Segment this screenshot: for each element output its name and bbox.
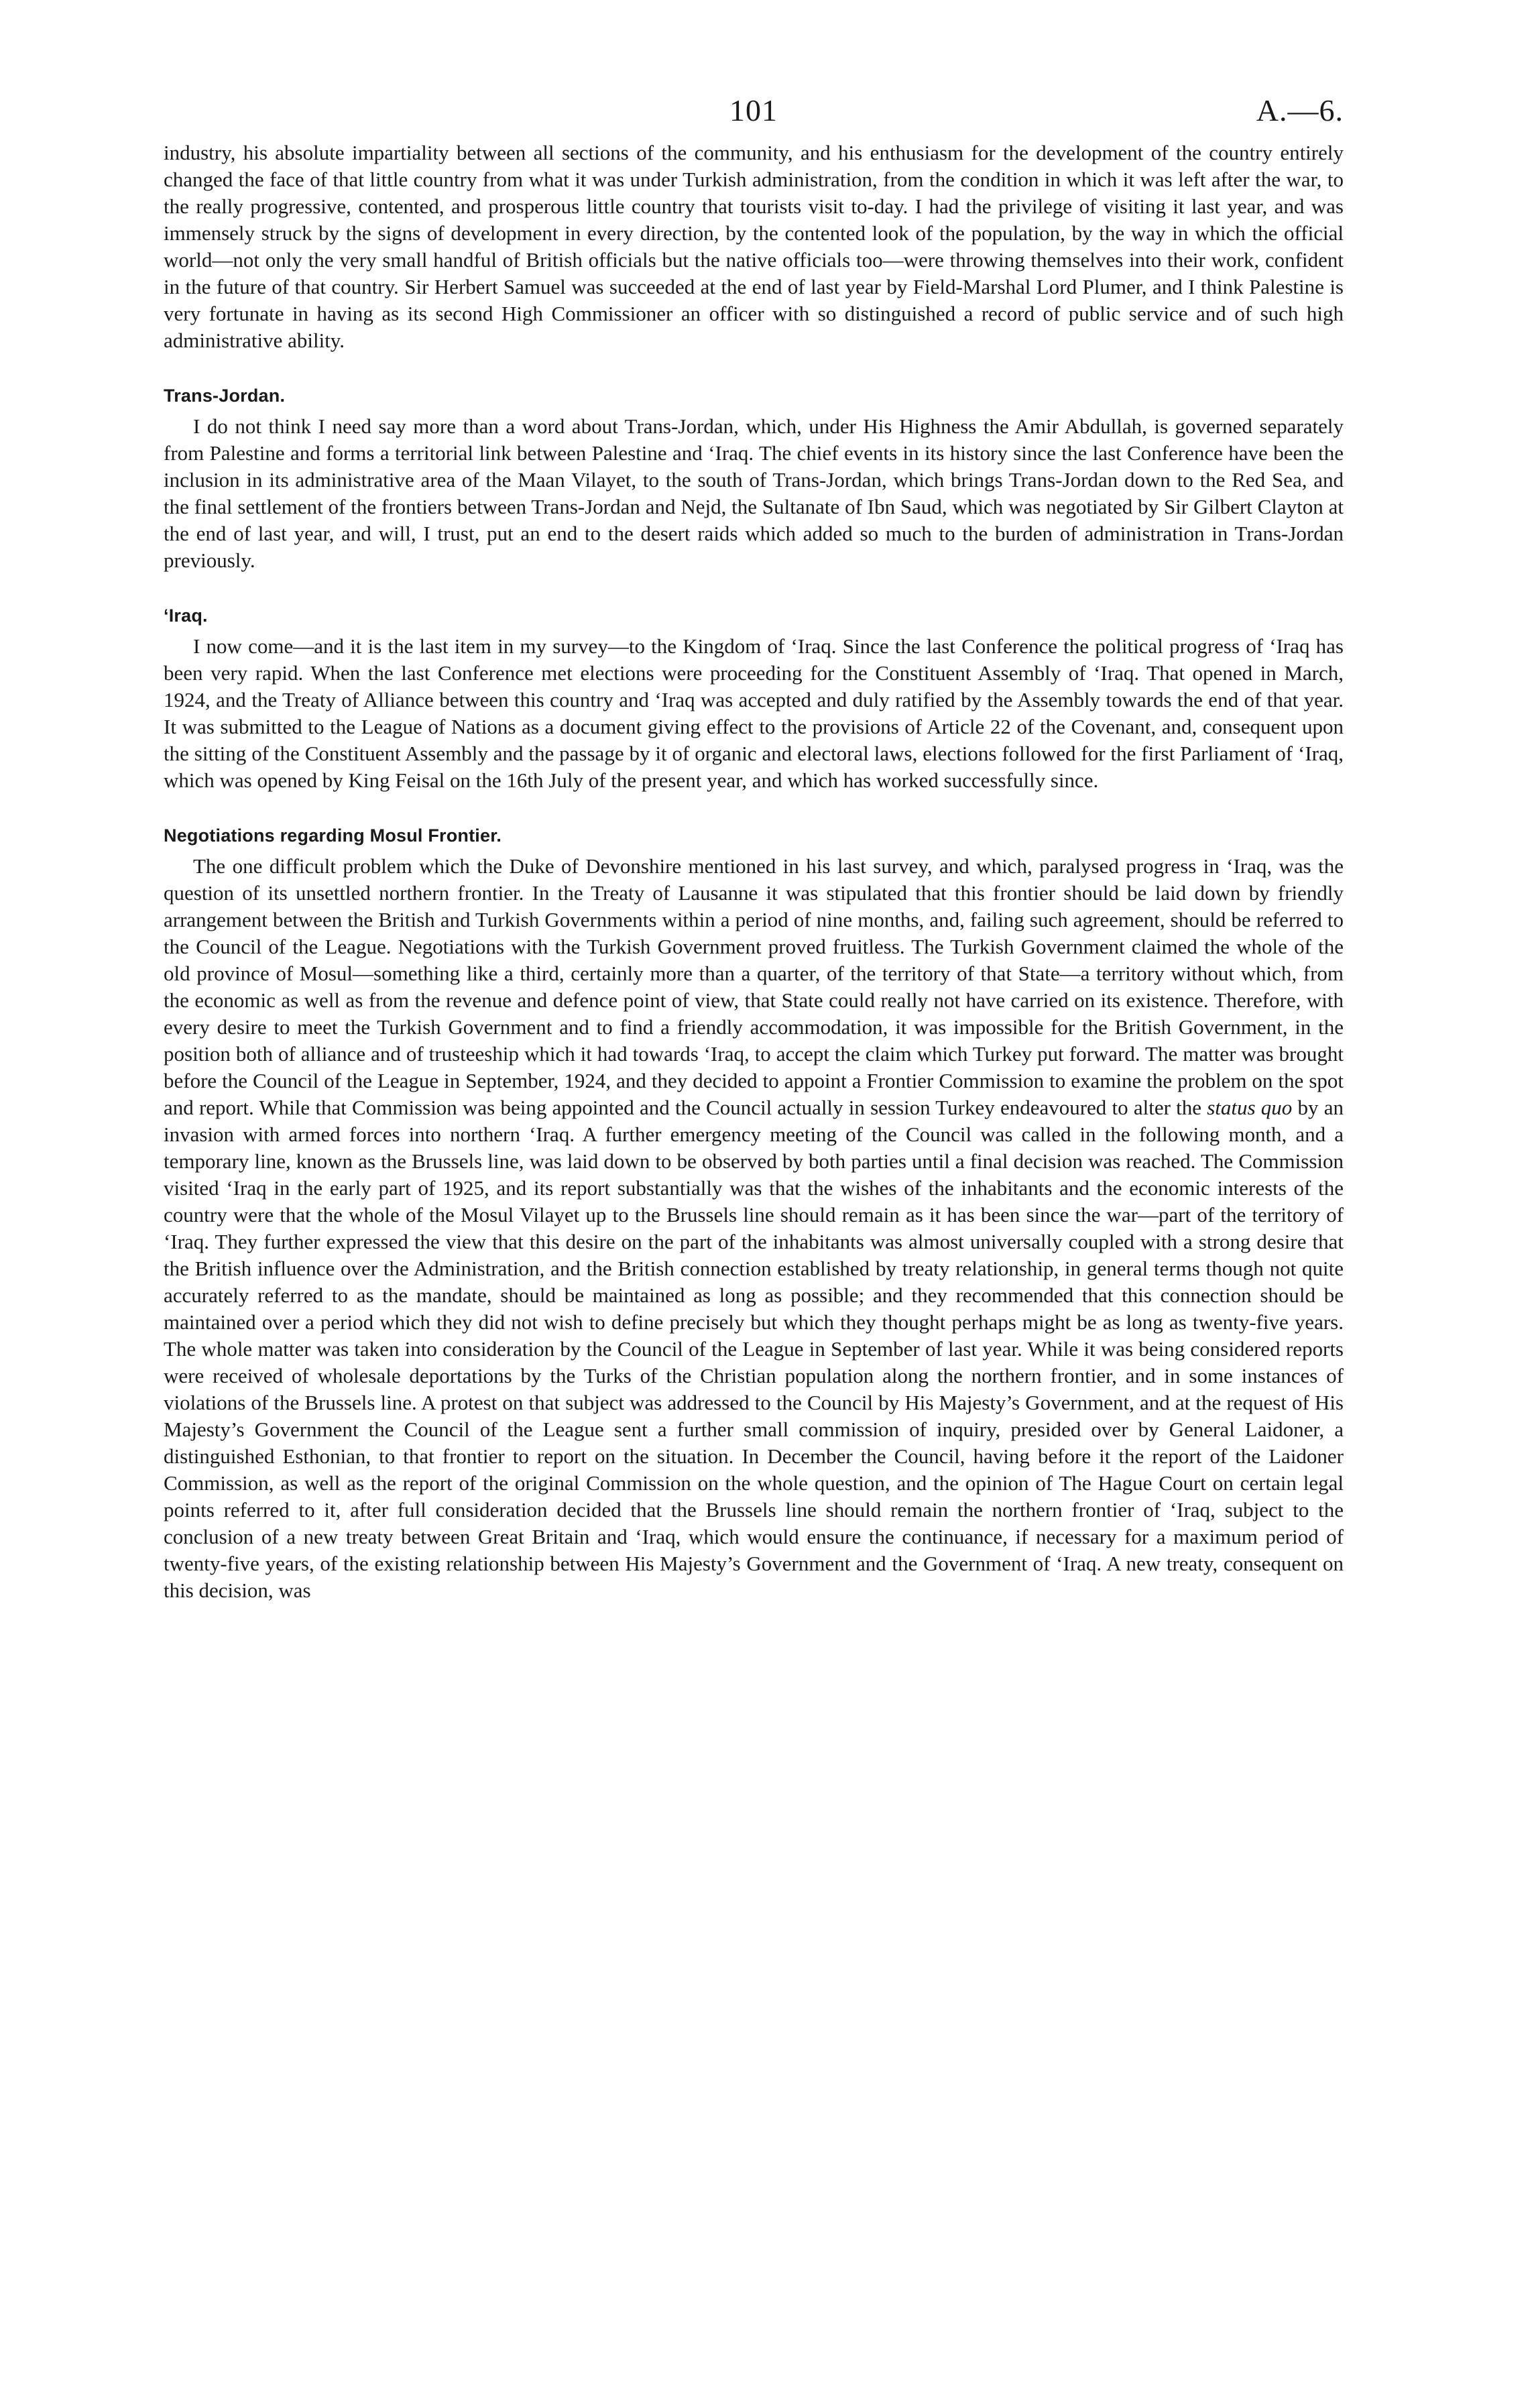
running-header <box>164 93 1344 139</box>
status-quo-term: status quo <box>1207 1096 1293 1119</box>
iraq-paragraph: I now come—and it is the last item in my survey—to the Kingdom of ‘Iraq. Since the last Conference the political progress of ‘Iraq has been very rapid. When the last Conference met elections were proceeding for the Constituent Assembly of ‘Iraq. That opened in March, 1924, and the Treaty of Alliance between this country and ‘Iraq was accepted and duly ratified by the Assembly towards the end of that year. It was submitted to the League of Nations as a document giving effect to the provisions of Article 22 of the Covenant, and, consequent upon the sitting of the Constituent Assembly and the passage by it of organic and electoral laws, elections followed for the first Parliament of ‘Iraq, which was opened by King Feisal on the 16th July of the present year, and which has worked successfully since. <box>164 634 1344 792</box>
document-page <box>164 93 1344 1604</box>
mosul-text-part-2: by an invasion with armed forces into northern ‘Iraq. A further emergency meeting of the Council was called in the following month, and a temporary line, known as the Brussels line, was laid down to be observed by both parties until a final decision was reached. The Commission visited ‘Iraq in the early part of 1925, and its report substantially was that the wishes of the inhabitants and the economic interests of the country were that the whole of the Mosul Vilayet up to the Brussels line should remain as it has been since the war—part of the territory of ‘Iraq. They further expressed the view that this desire on the part of the inhabitants was almost universally coupled with a strong desire that the British influence over the Administration, and the British connection established by treaty relationship, in general terms though not quite accurately referred to as the mandate, should be maintained as long as possible; and they recommended that this connection should be maintained over a period which they did not wish to define precisely but which they thought perhaps might be as long as twenty-five years. The whole matter was taken into consideration by the Council of the League in September of last year. While it was being considered reports were received of wholesale deportations by the Turks of the Christian population along the northern frontier, and in some instances of violations of the Brussels line. A protest on that subject was addressed to the Council by His Majesty’s Government, and at the request of His Majesty’s Government the Council of the League sent a further small commission of inquiry, presided over by General Laidoner, a distinguished Esthonian, to that frontier to report on the situation. In December the Council, having before it the report of the Laidoner Commission, as well as the report of the original Commission on the whole question, and the opinion of The Hague Court on certain legal points referred to it, after full consideration decided that the Brussels line should remain the northern frontier of ‘Iraq, subject to the conclusion of a new treaty between Great Britain and ‘Iraq, which would ensure the continuance, if necessary for a maximum period of twenty-five years, of the existing relationship between His Majesty’s Government and the Government of ‘Iraq. A new treaty, consequent on this decision, was <box>164 1096 1344 1602</box>
trans-jordan-heading: Trans-Jordan. <box>164 386 286 406</box>
trans-jordan-paragraph: I do not think I need say more than a word about Trans-Jordan, which, under His Highness the Amir Abdullah, is governed separately from Palestine and forms a territorial link between Palestine and ‘Iraq. The chief events in its history since the last Conference have been the inclusion in its administrative area of the Maan Vilayet, to the south of Trans-Jordan, which brings Trans-Jordan down to the Red Sea, and the final settlement of the frontiers between Trans-Jordan and Nejd, the Sultanate of Ibn Saud, which was negotiated by Sir Gilbert Clayton at the end of last year, and will, I trust, put an end to the desert raids which added so much to the burden of administration in Trans-Jordan previously. <box>164 414 1344 572</box>
intro-paragraph: industry, his absolute impartiality between all sections of the community, and his enthusiasm for the development of the country entirely changed the face of that little country from what it was under Turkish administration, from the condition in which it was left after the war, to the really progressive, contented, and prosperous little country that tourists visit to-day. I had the privilege of visiting it last year, and was immensely struck by the signs of development in every direction, by the contented look of the population, by the way in which the official world—not only the very small handful of British officials but the native officials too—were throwing themselves into their work, confident in the future of that country. Sir Herbert Samuel was succeeded at the end of last year by Field-Marshal Lord Plumer, and I think Palestine is very fortunate in having as its second High Commissioner an officer with so distinguished a record of public service and of such high administrative ability. <box>164 141 1344 352</box>
mosul-frontier-paragraph <box>164 853 1344 1604</box>
iraq-heading: ‘Iraq. <box>164 606 208 626</box>
mosul-frontier-heading: Negotiations regarding Mosul Frontier. <box>164 825 502 846</box>
document-reference: A.—6. <box>1256 93 1344 127</box>
mosul-text-part-1: The one difficult problem which the Duke of Devonshire mentioned in his last survey, and which, paralysed progress in ‘Iraq, was the question of its unsettled northern frontier. In the Treaty of Lausanne it was stipulated that this frontier should be laid down by friendly arrangement between the British and Turkish Governments within a period of nine months, and, failing such agreement, should be referred to the Council of the League. Negotiations with the Turkish Government proved fruitless. The Turkish Government claimed the whole of the old province of Mosul—something like a third, certainly more than a quarter, of the territory of that State—a territory without which, from the economic as well as from the revenue and defence point of view, that State could really not have carried on its existence. Therefore, with every desire to meet the Turkish Government and to find a friendly accommodation, it was impossible for the British Government, in the position both of alliance and of trusteeship which it had towards ‘Iraq, to accept the claim which Turkey put forward. The matter was brought before the Council of the League in September, 1924, and they decided to appoint a Frontier Commission to examine the problem on the spot and report. While that Commission was being appointed and the Council actually in session Turkey endeavoured to alter the <box>164 854 1344 1119</box>
page-number: 101 <box>729 93 778 127</box>
